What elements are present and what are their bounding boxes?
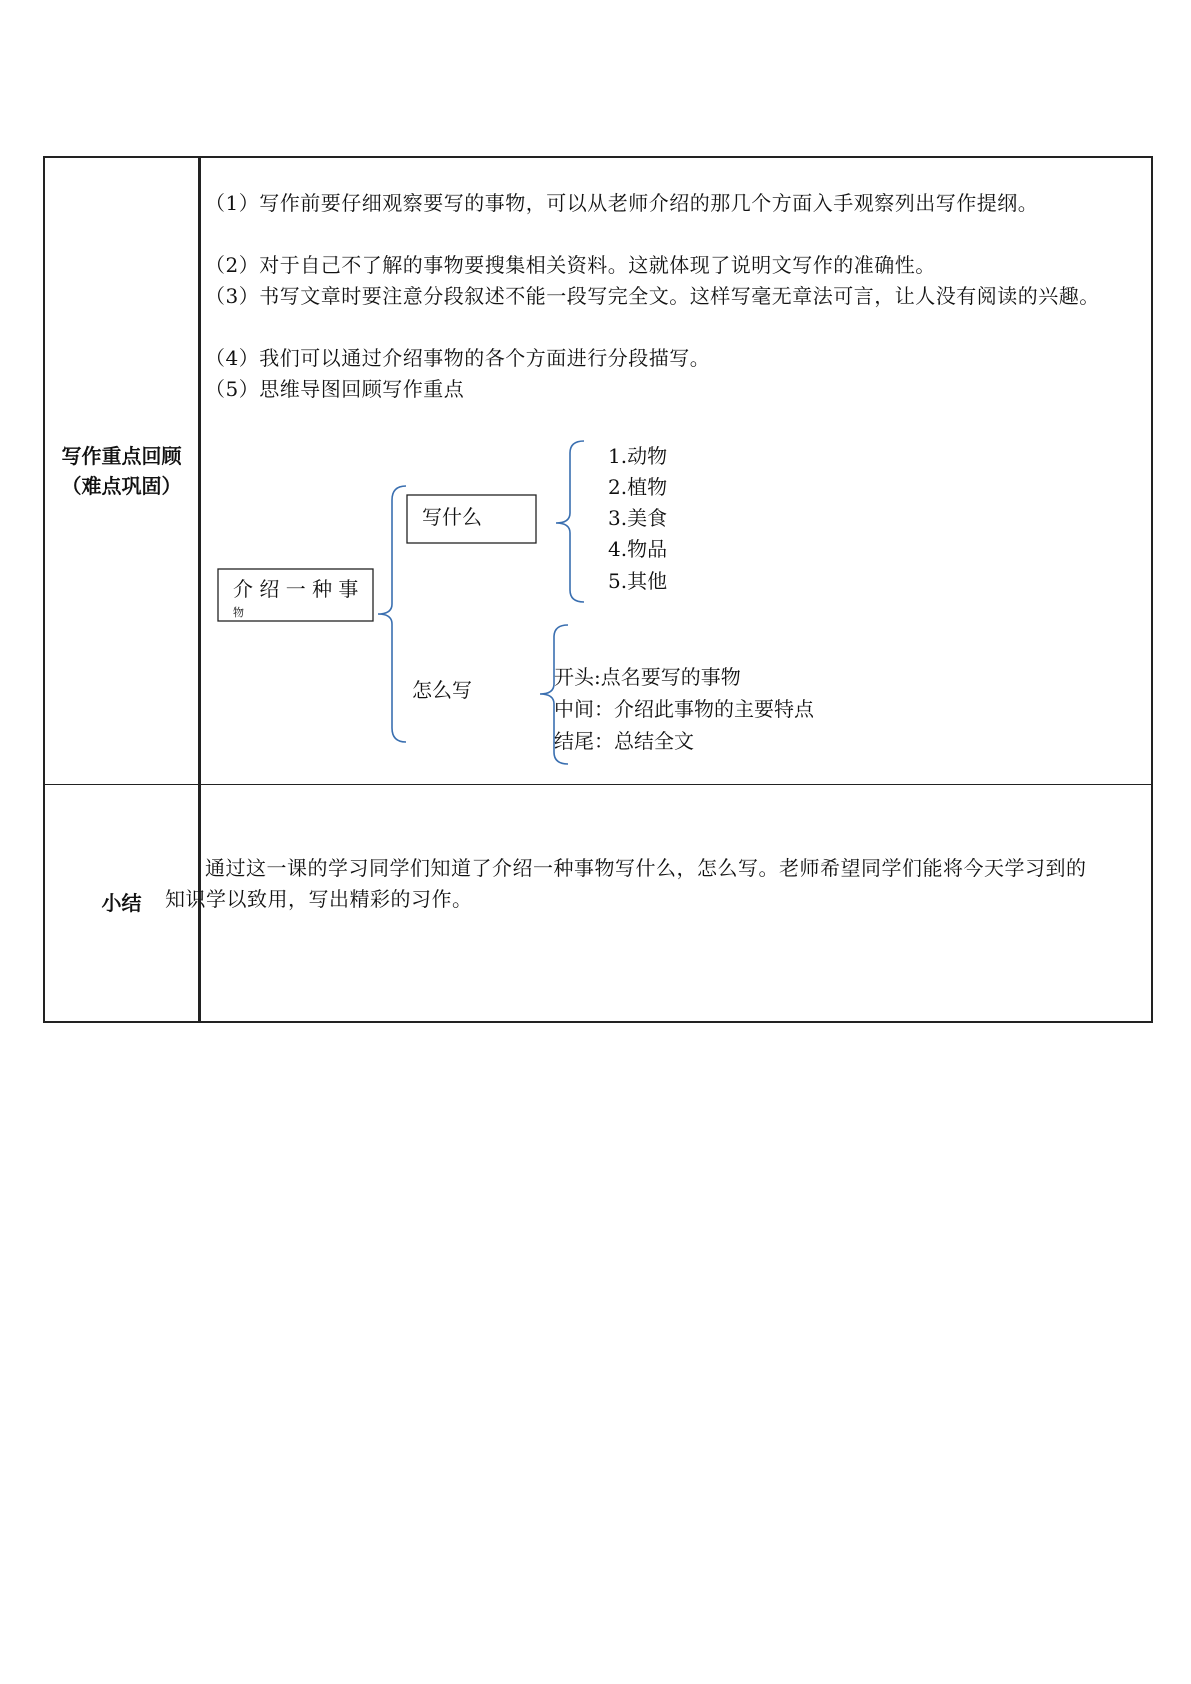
- what-item-2: 2.植物: [608, 475, 668, 499]
- mindmap-root-overflow: 物: [233, 606, 244, 619]
- how-item-2: 中间：介绍此事物的主要特点: [554, 697, 814, 721]
- how-item-3: 结尾：总结全文: [554, 729, 694, 753]
- review-point-5: （5）思维导图回顾写作重点: [205, 377, 465, 401]
- mindmap-how-label: 怎么写: [412, 678, 472, 702]
- review-point-3: （3）书写文章时要注意分段叙述不能一段写完全文。这样写毫无章法可言，让人没有阅读的兴趣。: [205, 284, 1100, 308]
- what-item-5: 5.其他: [608, 569, 668, 593]
- how-item-1: 开头:点名要写的事物: [554, 665, 741, 689]
- summary-label: 小结: [101, 890, 142, 915]
- review-point-4: （4）我们可以通过介绍事物的各个方面进行分段描写。: [205, 346, 711, 370]
- mindmap-what-label: 写什么: [422, 505, 482, 529]
- mindmap-root-label: 介 绍 一 种 事: [233, 577, 359, 601]
- review-label-line1: 写作重点回顾: [61, 443, 182, 468]
- what-item-1: 1.动物: [608, 444, 668, 468]
- review-label-line2: （难点巩固）: [61, 473, 182, 498]
- what-item-4: 4.物品: [608, 537, 668, 561]
- review-point-2: （2）对于自己不了解的事物要搜集相关资料。这就体现了说明文写作的准确性。: [205, 253, 936, 277]
- what-item-3: 3.美食: [608, 506, 668, 530]
- summary-text: 通过这一课的学习同学们知道了介绍一种事物写什么，怎么写。老师希望同学们能将今天学习到的知识学以致用，写出精彩的习作。: [165, 856, 1087, 911]
- review-point-1: （1）写作前要仔细观察要写的事物，可以从老师介绍的那几个方面入手观察列出写作提纲。: [205, 191, 1039, 215]
